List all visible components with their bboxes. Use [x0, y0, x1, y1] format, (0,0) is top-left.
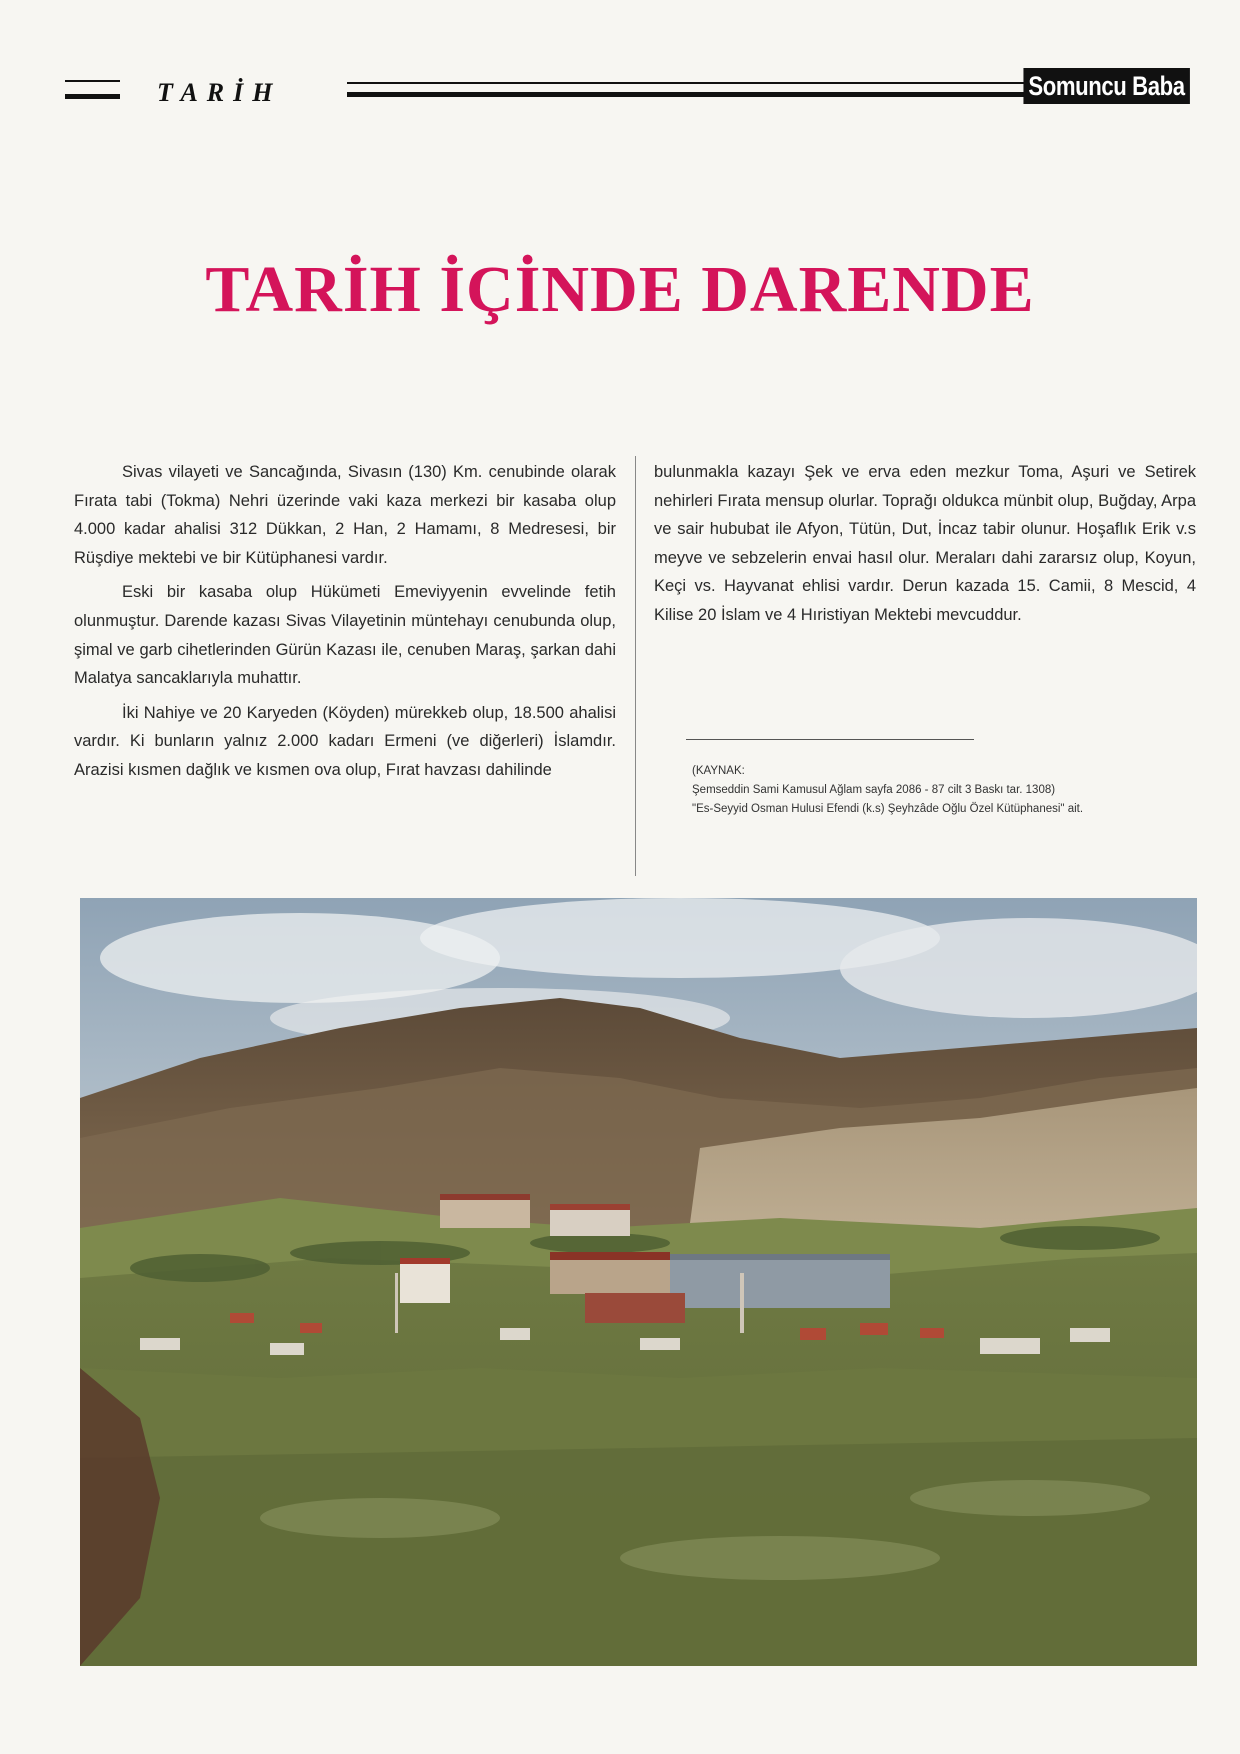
column-divider — [635, 456, 636, 876]
darende-landscape-photo — [80, 898, 1197, 1666]
magazine-brand: Somuncu Baba — [1024, 68, 1190, 104]
header-left-rule-thin — [65, 80, 120, 82]
header-rule-thin — [347, 82, 1047, 84]
source-label: (KAYNAK: — [692, 765, 745, 777]
article-title: TARİH İÇİNDE DARENDE — [205, 253, 1035, 326]
header-rule — [347, 92, 1047, 97]
source-line: Şemseddin Sami Kamusul Ağlam sayfa 2086 - 87 cilt 3 Baskı tar. 1308) — [692, 784, 1056, 796]
source-note — [692, 762, 1197, 819]
paragraph: bulunmakla kazayı Şek ve erva eden mezkur Toma, Aşuri ve Setirek nehirleri Fırata mensup olurlar. Toprağı oldukca münbit olup, Buğday, Arpa ve sair hububat ile Afyon, Tütün, Dut, İncaz tabir olunur. Hoşaflık Erik v.s meyve ve sebzelerin envai hasıl olur. Meraları dahi zararsız olup, Koyun, Keçi vs. Hayvanat ehlisi vardır. Derun kazada 15. Camii, 8 Mescid, 4 Kilise 20 İslam ve 4 Hıristiyan Mektebi mevcuddur. — [654, 463, 1196, 624]
paragraph: Eski bir kasaba olup Hükümeti Emeviyyenin evvelinde fetih olunmuştur. Darende kazası Sivas Vilayetinin müntehayı cenubunda olup, şimal ve garb cihetlerinden Gürün Kazası ile, cenuben Maraş, şarkan dahi Malatya sancaklarıyla muhattır. — [74, 583, 616, 688]
source-divider — [686, 739, 974, 740]
paragraph: Sivas vilayeti ve Sancağında, Sivasın (130) Km. cenubinde olarak Fırata tabi (Tokma) Nehri üzerinde vaki kaza merkezi bir kasaba olup 4.000 kadar ahalisi 312 Dükkan, 2 Han, 2 Hamamı, 8 Medresesi, bir Rüşdiye mektebi ve bir Kütüphanesi vardır. — [74, 463, 616, 567]
paragraph: İki Nahiye ve 20 Karyeden (Köyden) mürekkeb olup, 18.500 ahalisi vardır. Ki bunların yalnız 2.000 kadarı Ermeni (ve diğerleri) İslamdır. Arazisi kısmen dağlık ve kısmen ova olup, Fırat havzası dahilinde — [74, 703, 616, 779]
header-left-rule — [65, 94, 120, 99]
right-column — [654, 458, 1196, 636]
source-line: "Es-Seyyid Osman Hulusi Efendi (k.s) Şeyhzâde Oğlu Özel Kütüphanesi" ait. — [692, 803, 1084, 815]
page-header — [65, 68, 1190, 108]
section-label: TARİH — [157, 78, 282, 107]
left-column — [74, 458, 616, 791]
